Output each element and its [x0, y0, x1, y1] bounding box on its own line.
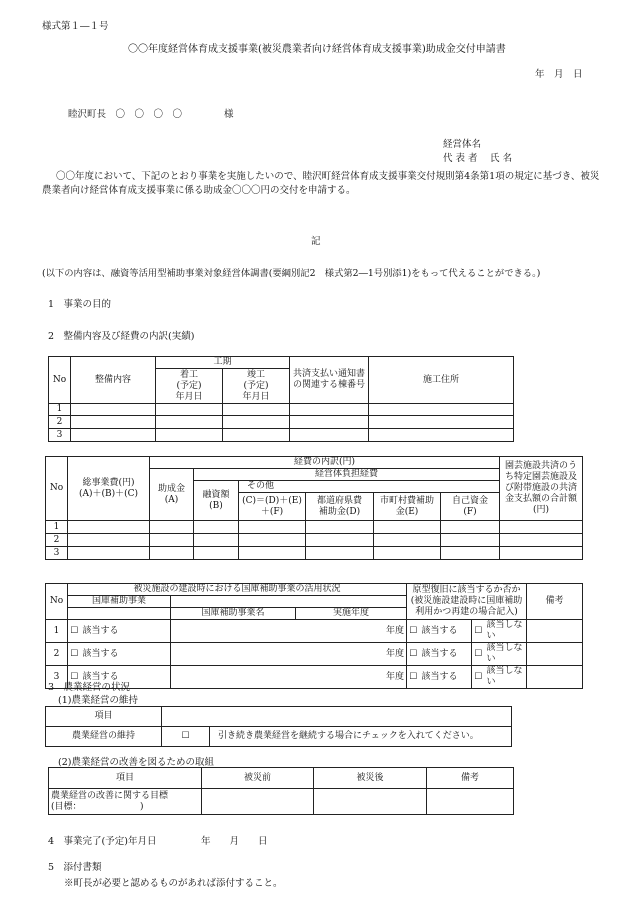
table-expenses: [45, 456, 583, 560]
table-row-no: 2: [49, 416, 71, 429]
col-content: 整備内容: [71, 357, 156, 404]
col-remarks: 備考: [427, 768, 514, 789]
col-item: 項目: [49, 768, 202, 789]
subsection-1-heading: (1)農業経営の維持: [58, 695, 138, 706]
goal-paren: (目標： ): [51, 801, 144, 812]
col-pref: 都道府県費 補助金(D): [306, 493, 374, 521]
maintain-label: 農業経営の維持: [46, 727, 162, 747]
section-2-heading: 2 整備内容及び経費の内訳(実績): [48, 331, 195, 342]
addressee-honorific: 様: [224, 109, 234, 120]
checkbox[interactable]: ☐: [68, 620, 81, 643]
applies-label: 該当する: [81, 666, 171, 689]
section-4-heading: 4 事業完了(予定)年月日: [48, 836, 157, 847]
section-4-date: 年 月 日: [201, 836, 268, 847]
subsection-2-heading: (2)農業経営の改善を図るための取組: [58, 757, 214, 768]
col-no: No: [49, 357, 71, 404]
col-no: No: [46, 584, 68, 620]
checkbox[interactable]: ☐: [472, 620, 485, 643]
checkbox[interactable]: ☐: [68, 643, 81, 666]
year-suffix: 年度: [171, 666, 407, 689]
checkbox[interactable]: ☐: [472, 666, 485, 689]
date-line: 年 月 日: [535, 69, 583, 80]
col-remarks: 備考: [527, 584, 583, 620]
col-other: その他: [239, 481, 500, 493]
table-row-no: 1: [46, 521, 68, 534]
col-period: 工期: [156, 357, 290, 369]
checkbox[interactable]: ☐: [407, 643, 420, 666]
col-own: 自己資金 (F): [441, 493, 500, 521]
section-1-heading: 1 事業の目的: [48, 299, 112, 310]
page-title: 〇〇年度経営体育成支援事業(被災農業者向け経営体育成支援事業)助成金交付申請書: [128, 44, 506, 55]
col-other-formula: (C)＝(D)＋(E) ＋(F): [239, 493, 306, 521]
col-status: 被災施設の建設時における国庫補助事業の活用状況: [68, 584, 407, 596]
applies-label: 該当する: [420, 666, 472, 689]
addressee-name: 睦沢町長 〇 〇 〇 〇: [68, 109, 183, 120]
not-applies-label: 該当しない: [485, 666, 527, 689]
table-row-no: 2: [46, 534, 68, 547]
goal-label: 農業経営の改善に関する目標: [51, 790, 169, 801]
col-city: 市町村費補助 金(E): [374, 493, 441, 521]
table-national-subsidy: [45, 583, 583, 689]
applies-label: 該当する: [420, 620, 472, 643]
section-5-heading: 5 添付書類: [48, 862, 102, 873]
table-row-no: 3: [46, 547, 68, 560]
section-5-note: ※町長が必要と認めるものがあれば添付すること。: [64, 878, 283, 889]
col-restore: 原型復旧に該当するか否か (被災施設建設時に国庫補助利用かつ再建の場合記入): [407, 584, 527, 620]
checkbox[interactable]: ☐: [472, 643, 485, 666]
maintain-note: 引き続き農業経営を継続する場合にチェックを入れてください。: [210, 727, 512, 747]
year-suffix: 年度: [171, 620, 407, 643]
col-subsidy: 助成金 (A): [150, 469, 194, 521]
applies-label: 該当する: [81, 643, 171, 666]
note-intro: (以下の内容は、融資等活用型補助事業対象経営体調書(要綱別記2 様式第2―1号別添1)をもって代えることができる。): [42, 268, 541, 279]
col-national: 国庫補助事業: [68, 596, 171, 608]
applicant-entity: 経営体名: [443, 139, 482, 150]
applies-label: 該当する: [81, 620, 171, 643]
table-improvement: [48, 767, 514, 815]
table-row-no: 2: [46, 643, 68, 666]
col-year: 実施年度: [296, 608, 407, 620]
table-row-no: 1: [49, 404, 71, 416]
table-row-no: 1: [46, 620, 68, 643]
not-applies-label: 該当しない: [485, 643, 527, 666]
col-project-name: 国庫補助事業名: [171, 608, 296, 620]
col-breakdown: 経費の内訳(円): [150, 457, 500, 469]
col-before: 被災前: [202, 768, 314, 789]
col-start: 着工 (予定) 年月日: [156, 369, 223, 404]
not-applies-label: 該当しない: [485, 620, 527, 643]
body-text: 〇〇年度において、下記のとおり事業を実施したいので、睦沢町経営体育成支援事業交付規則第4条第1項の規定に基づき、被災農業者向け経営体育成支援事業に係る助成金〇〇〇円の交付を申請する。: [42, 171, 600, 196]
year-suffix: 年度: [171, 643, 407, 666]
checkbox[interactable]: ☐: [407, 666, 420, 689]
form-number: 様式第１―１号: [42, 21, 109, 32]
checkbox[interactable]: ☐: [407, 620, 420, 643]
applicant-representative: 代 表 者 氏 名: [443, 153, 513, 164]
checkbox[interactable]: ☐: [68, 666, 81, 689]
section-3-heading: 3 農業経営の状況: [48, 682, 131, 693]
col-loan: 融資額 (B): [194, 481, 239, 521]
col-mutual: 共済支払い通知書の関連する棟番号: [290, 357, 369, 404]
maintain-checkbox[interactable]: ☐: [162, 727, 210, 747]
ki-heading: 記: [311, 236, 321, 247]
table-equipment: [48, 356, 514, 442]
table-maintain: [45, 706, 512, 747]
table-row-no: 3: [49, 429, 71, 442]
col-after: 被災後: [314, 768, 427, 789]
col-total: 総事業費(円) (A)＋(B)＋(C): [68, 457, 150, 521]
col-horti: 園芸施設共済のうち特定園芸施設及び附帯施設の共済金支払額の合計額 (円): [500, 457, 583, 521]
col-no: No: [46, 457, 68, 521]
col-burden: 経営体負担経費: [194, 469, 500, 481]
col-address: 施工住所: [369, 357, 514, 404]
col-end: 竣工 (予定) 年月日: [223, 369, 290, 404]
applies-label: 該当する: [420, 643, 472, 666]
table-row-no: 3: [46, 666, 68, 689]
col-item: 項目: [46, 707, 162, 727]
